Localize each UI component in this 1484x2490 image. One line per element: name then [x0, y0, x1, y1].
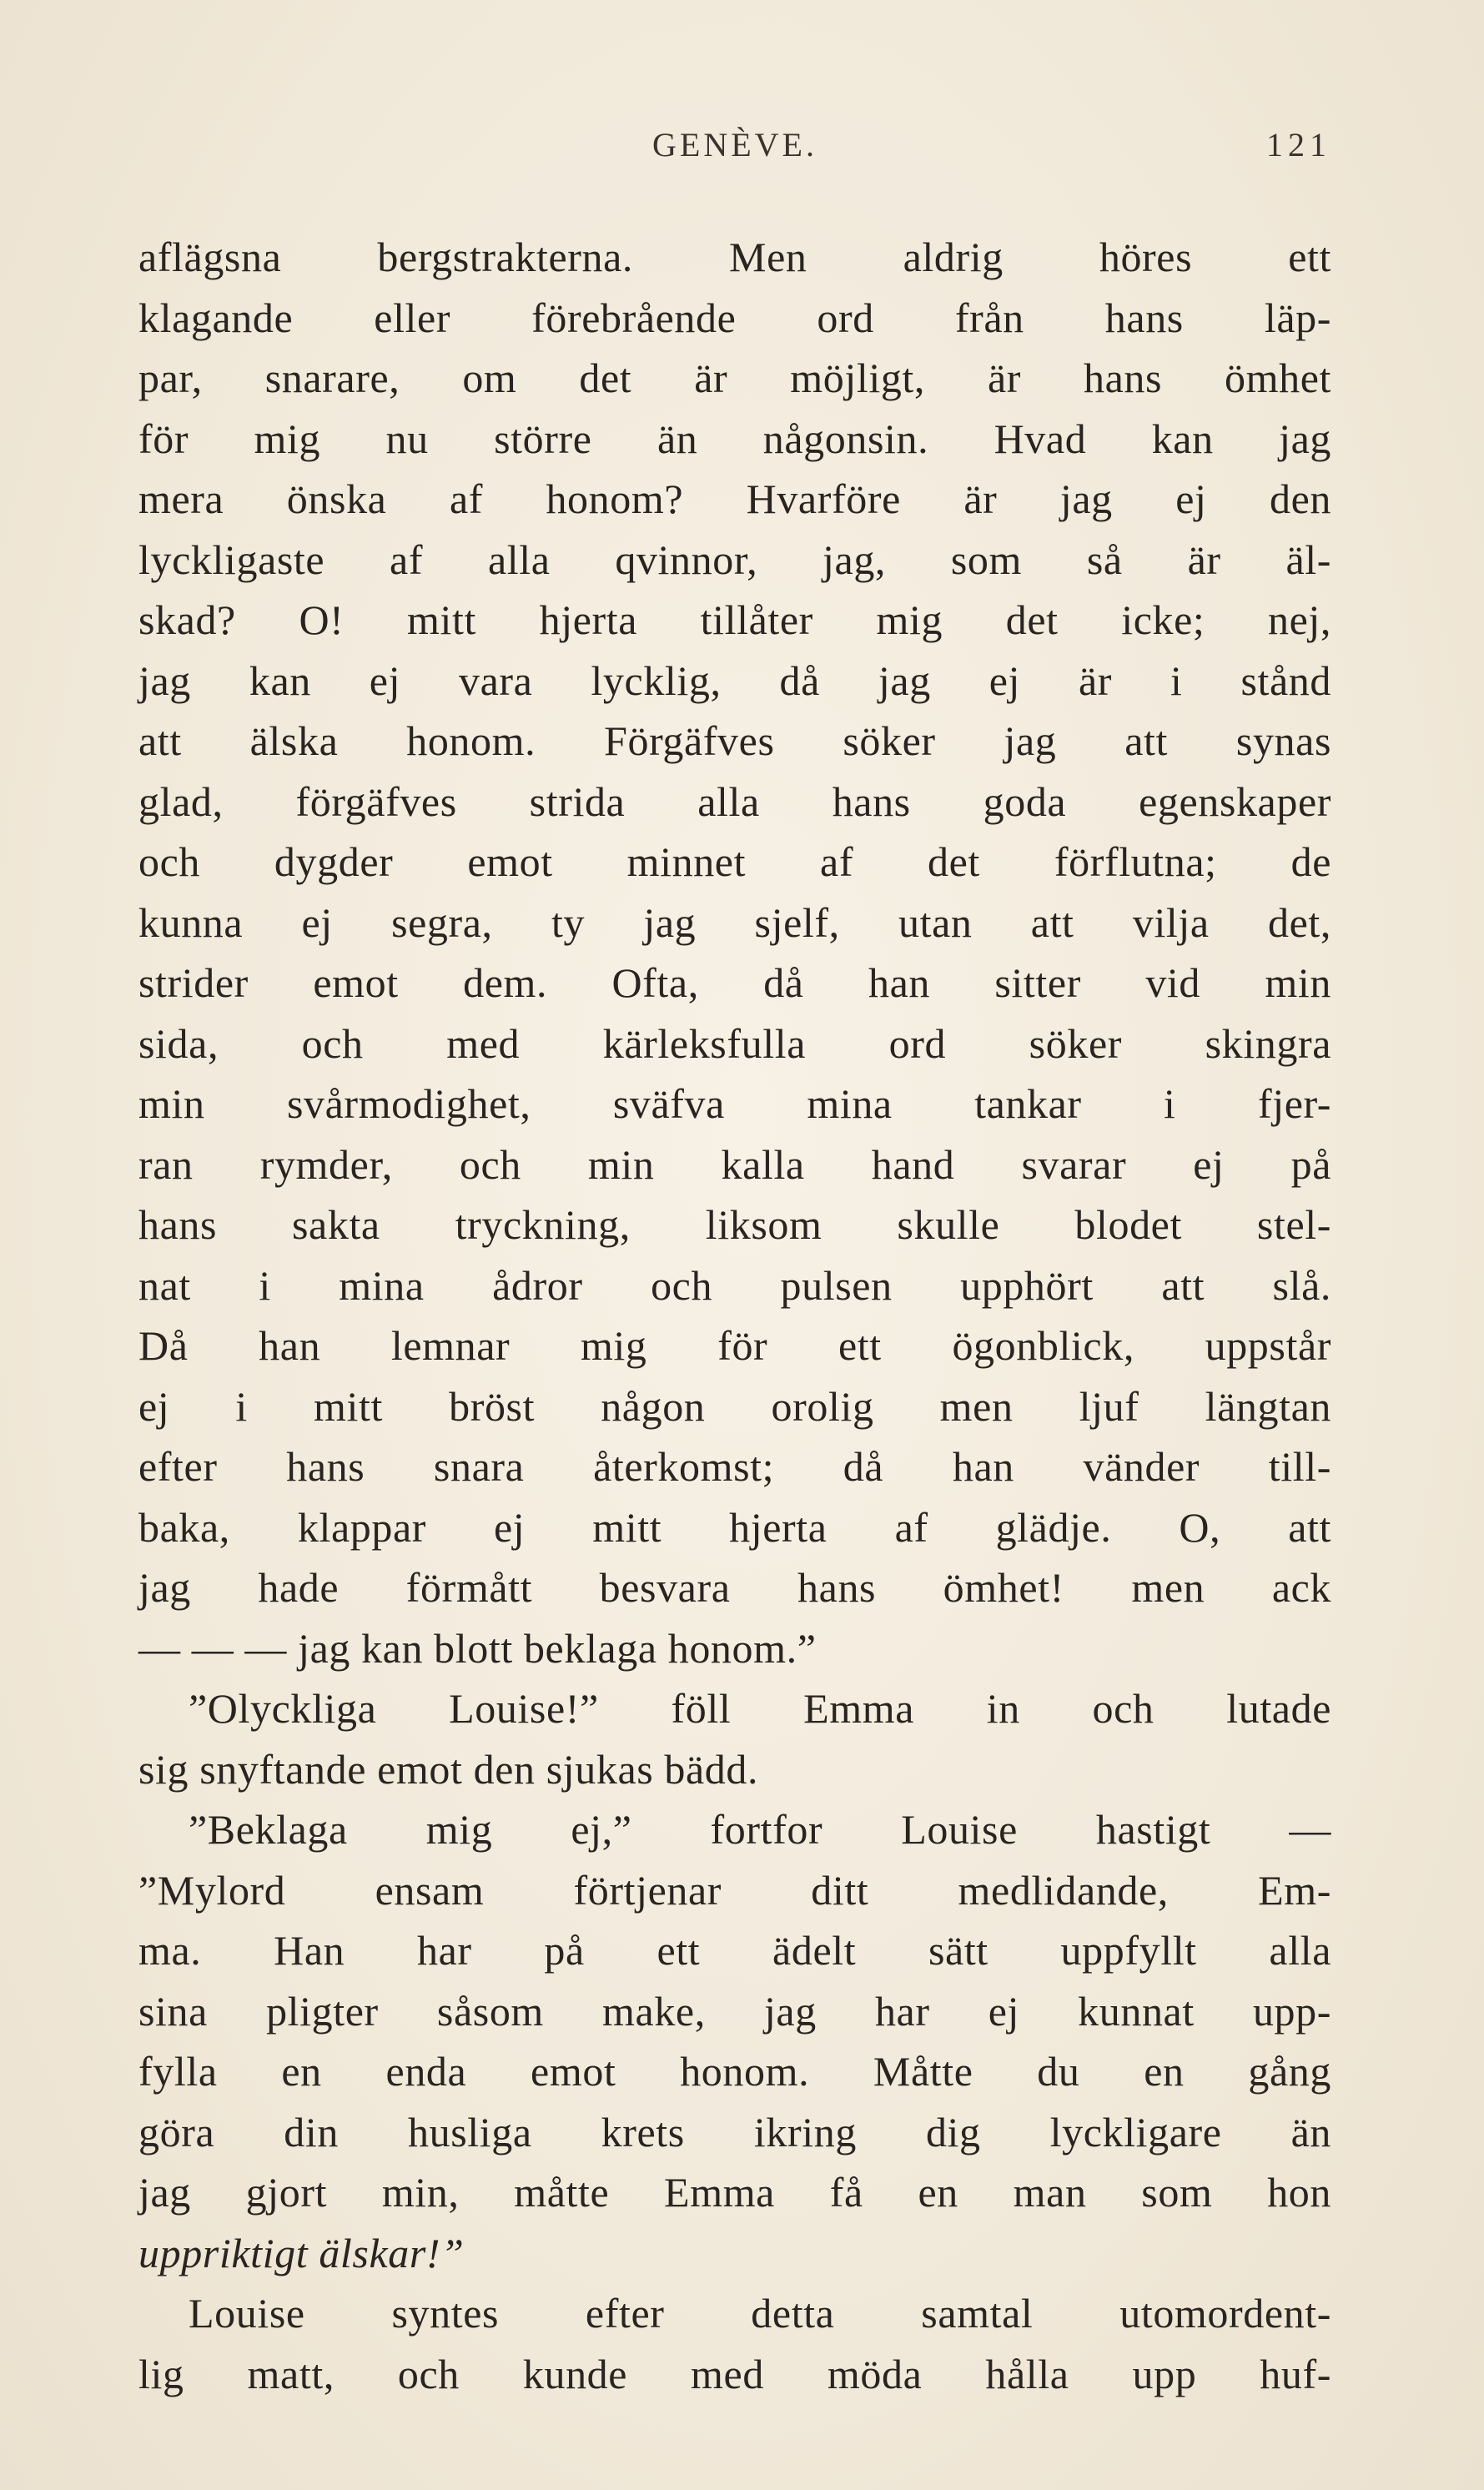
text-line: kunna ej segra, ty jag sjelf, utan att vilja det,	[138, 898, 1331, 946]
text-line: aflägsna bergstrakterna. Men aldrig höres ett	[138, 234, 1331, 280]
text-line: Louise syntes efter detta samtal utomordent-	[189, 2290, 1331, 2337]
text-line: sig snyftande emot den sjukas bädd.	[138, 1745, 759, 1793]
running-head	[138, 125, 1331, 175]
text-line: nat i mina ådror och pulsen upphört att slå.	[138, 1261, 1331, 1309]
text-line: glad, förgäfves strida alla hans goda egenskaper	[138, 777, 1331, 825]
text-line: ran rymder, och min kalla hand svarar ej på	[138, 1140, 1331, 1188]
text-line: Då han lemnar mig för ett ögonblick, uppstår	[138, 1322, 1331, 1369]
text-line: ”Olyckliga Louise!” föll Emma in och lutade	[189, 1685, 1331, 1732]
text-line: jag gjort min, måtte Emma få en man som hon	[138, 2169, 1331, 2216]
text-line: efter hans snara återkomst; då han vänder till-	[138, 1443, 1331, 1490]
running-title: GENÈVE.	[652, 126, 817, 163]
text-line: göra din husliga krets ikring dig lyckligare än	[138, 2108, 1331, 2155]
text-line: sida, och med kärleksfulla ord söker skingra	[138, 1019, 1331, 1067]
text-line: jag hade förmått besvara hans ömhet! men ack	[138, 1564, 1331, 1611]
text-line: ma. Han har på ett ädelt sätt uppfyllt alla	[138, 1927, 1331, 1974]
text-line: lyckligaste af alla qvinnor, jag, som så är äl-	[138, 536, 1331, 583]
text-line: jag kan ej vara lycklig, då jag ej är i stånd	[138, 656, 1331, 704]
text-line: mera önska af honom? Hvarföre är jag ej den	[138, 475, 1331, 522]
text-line: uppriktigt älskar!”	[138, 2229, 465, 2276]
text-line: för mig nu större än någonsin. Hvad kan jag	[138, 415, 1331, 462]
text-line: skad? O! mitt hjerta tillåter mig det icke; nej,	[138, 596, 1331, 643]
body-text	[138, 227, 1331, 2404]
text-line: och dygder emot minnet af det förflutna; de	[138, 838, 1331, 885]
text-line: ”Mylord ensam förtjenar ditt medlidande, Em-	[138, 1866, 1331, 1914]
text-line: min svårmodighet, sväfva mina tankar i fjer-	[138, 1080, 1331, 1127]
text-line: sina pligter såsom make, jag har ej kunnat upp-	[138, 1987, 1331, 2035]
text-line: lig matt, och kunde med möda hålla upp huf-	[138, 2350, 1331, 2397]
text-line: fylla en enda emot honom. Måtte du en gång	[138, 2048, 1331, 2095]
text-line: baka, klappar ej mitt hjerta af glädje. O, att	[138, 1503, 1331, 1551]
text-line: strider emot dem. Ofta, då han sitter vid min	[138, 959, 1331, 1006]
text-line: att älska honom. Förgäfves söker jag att synas	[138, 717, 1331, 764]
text-line: ej i mitt bröst någon orolig men ljuf längtan	[138, 1382, 1331, 1430]
text-line: par, snarare, om det är möjligt, är hans ömhet	[138, 355, 1331, 401]
text-line: hans sakta tryckning, liksom skulle blodet stel-	[138, 1201, 1331, 1248]
text-line: klagande eller förebrående ord från hans läp-	[138, 294, 1331, 341]
page-number: 121	[1266, 126, 1331, 163]
text-line: — — — jag kan blott beklaga honom.”	[138, 1624, 817, 1672]
text-line: ”Beklaga mig ej,” fortfor Louise hastigt —	[189, 1806, 1331, 1853]
